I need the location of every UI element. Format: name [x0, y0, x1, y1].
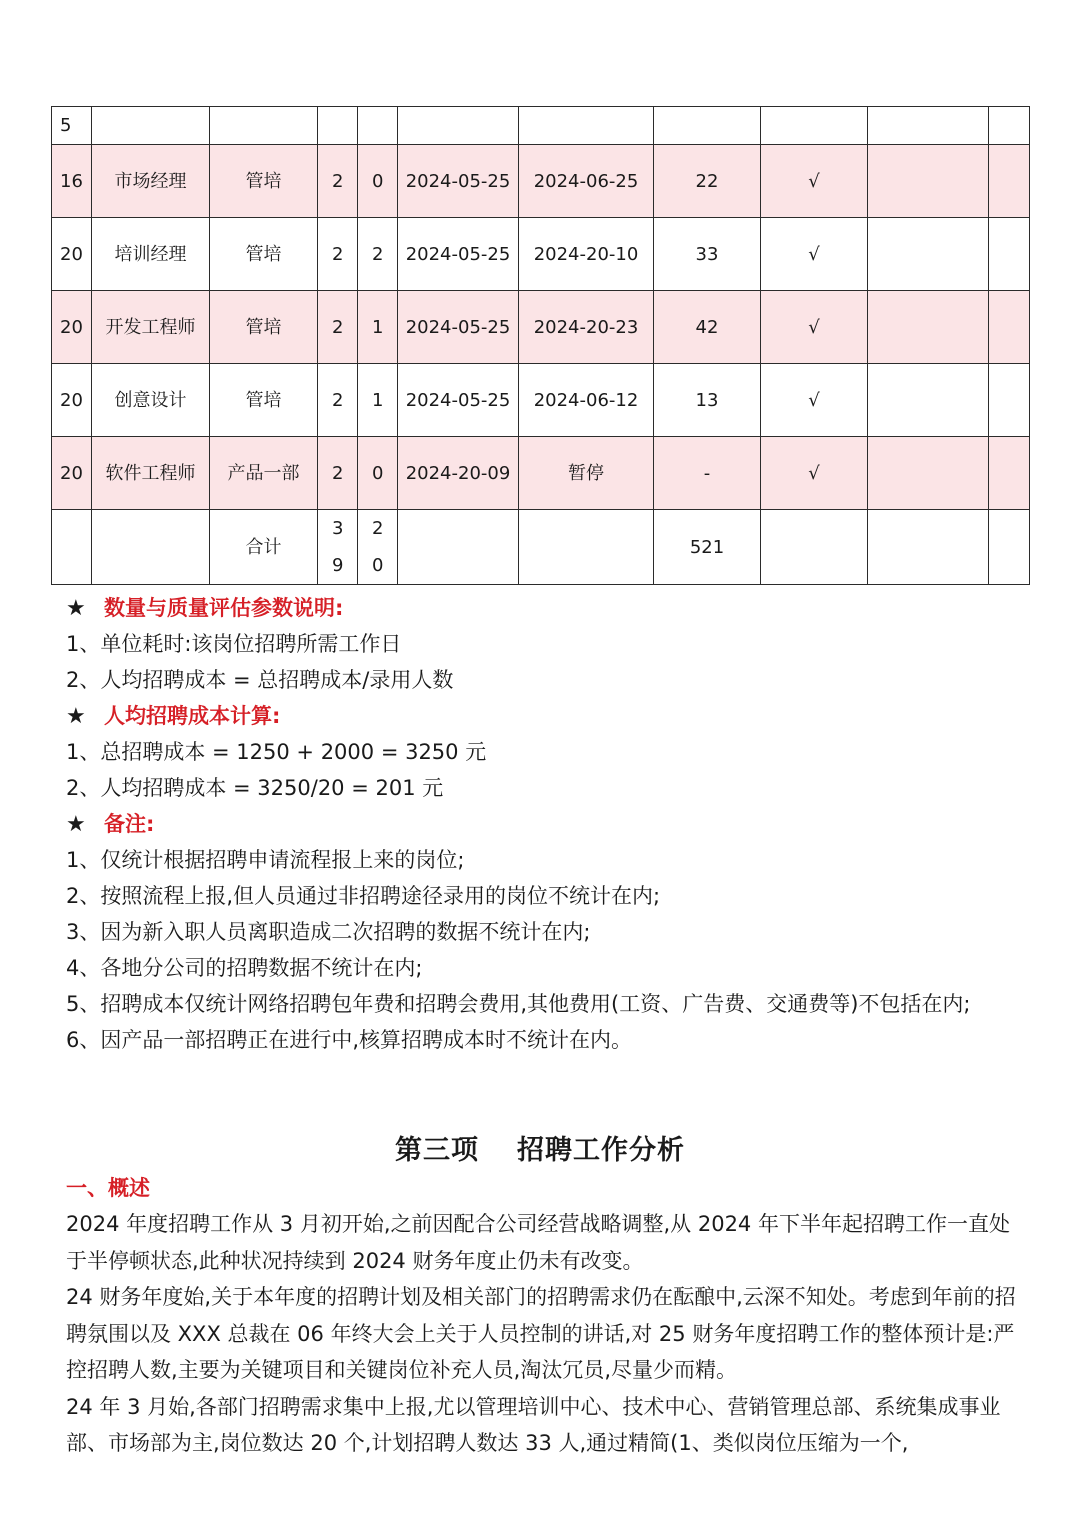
- start-date-cell: 2024-05-25: [398, 218, 519, 291]
- completed-check-cell: √: [761, 145, 868, 218]
- remark-item: 5、招聘成本仅统计网络招聘包年费和招聘会费用,其他费用(工资、广告费、交通费等)不包括在内;: [66, 992, 971, 1016]
- position-name-cell: 开发工程师: [92, 291, 210, 364]
- params-heading-line: [66, 590, 1026, 626]
- extra-col-2-cell: [989, 510, 1030, 585]
- department-cell: 产品一部: [210, 437, 318, 510]
- days-used-cell: 42: [654, 291, 761, 364]
- department-cell: 管培: [210, 291, 318, 364]
- calc-heading: 人均招聘成本计算:: [104, 704, 281, 728]
- section-title: [0, 1128, 1080, 1167]
- hired-count-cell: 20: [358, 510, 398, 585]
- planned-count-cell: [318, 107, 358, 145]
- param-item: 2、人均招聘成本 = 总招聘成本/录用人数: [66, 668, 454, 692]
- calc-heading-line: [66, 698, 1026, 734]
- completed-check-cell: √: [761, 437, 868, 510]
- extra-col-2-cell: [989, 107, 1030, 145]
- planned-count-cell: 2: [318, 145, 358, 218]
- star-icon: ★: [66, 704, 86, 729]
- overview-paragraph: 2024 年度招聘工作从 3 月初开始,之前因配合公司经营战略调整,从 2024 年下半年起招聘工作一直处于半停顿状态,此种状况持续到 2024 财务年度止仍未有改变。: [66, 1212, 1010, 1273]
- start-date-cell: 2024-05-25: [398, 145, 519, 218]
- table-row: [52, 145, 1030, 218]
- department-cell: 合计: [210, 510, 318, 585]
- extra-col-1-cell: [868, 145, 989, 218]
- planned-count-cell: 39: [318, 510, 358, 585]
- planned-count-cell: 2: [318, 364, 358, 437]
- table-row: [52, 364, 1030, 437]
- hired-count-cell: 1: [358, 364, 398, 437]
- days-used-cell: [654, 107, 761, 145]
- days-used-cell: 13: [654, 364, 761, 437]
- completed-check-cell: [761, 510, 868, 585]
- calc-item: 1、总招聘成本 = 1250 + 2000 = 3250 元: [66, 740, 487, 764]
- days-used-cell: 33: [654, 218, 761, 291]
- department-cell: 管培: [210, 364, 318, 437]
- completed-check-cell: √: [761, 364, 868, 437]
- days-used-cell: 22: [654, 145, 761, 218]
- completed-check-cell: [761, 107, 868, 145]
- calc-item: 2、人均招聘成本 = 3250/20 = 201 元: [66, 776, 444, 800]
- star-icon: ★: [66, 596, 86, 621]
- table-row: [52, 218, 1030, 291]
- notes-section: [66, 590, 1026, 1058]
- section-title-part2: 招聘工作分析: [517, 1135, 685, 1166]
- remark-item: 4、各地分公司的招聘数据不统计在内;: [66, 956, 423, 980]
- remark-item: 6、因产品一部招聘正在进行中,核算招聘成本时不统计在内。: [66, 1028, 633, 1052]
- end-date-cell: 2024-06-12: [519, 364, 654, 437]
- hired-count-cell: 0: [358, 437, 398, 510]
- position-name-cell: 市场经理: [92, 145, 210, 218]
- start-date-cell: [398, 107, 519, 145]
- row-number-cell: 5: [52, 107, 92, 145]
- days-used-cell: 521: [654, 510, 761, 585]
- row-number-cell: 20: [52, 364, 92, 437]
- remark-item: 2、按照流程上报,但人员通过非招聘途径录用的岗位不统计在内;: [66, 884, 661, 908]
- completed-check-cell: √: [761, 218, 868, 291]
- extra-col-2-cell: [989, 437, 1030, 510]
- hired-count-cell: [358, 107, 398, 145]
- extra-col-2-cell: [989, 364, 1030, 437]
- remark-heading-line: [66, 806, 1026, 842]
- position-name-cell: 培训经理: [92, 218, 210, 291]
- planned-count-cell: 2: [318, 218, 358, 291]
- extra-col-2-cell: [989, 218, 1030, 291]
- row-number-cell: 20: [52, 291, 92, 364]
- remark-item: 3、因为新入职人员离职造成二次招聘的数据不统计在内;: [66, 920, 591, 944]
- extra-col-2-cell: [989, 145, 1030, 218]
- row-number-cell: 20: [52, 437, 92, 510]
- days-used-cell: -: [654, 437, 761, 510]
- overview-paragraph: 24 财务年度始,关于本年度的招聘计划及相关部门的招聘需求仍在酝酿中,云深不知处。考虑到年前的招聘氛围以及 XXX 总裁在 06 年终大会上关于人员控制的讲话,对 25 财务年度招聘工作的整体预计是:严控招聘人数,主要为关键项目和关键岗位补充人员,淘汰冗员,尽量少而精。: [66, 1285, 1016, 1382]
- department-cell: 管培: [210, 145, 318, 218]
- planned-count-cell: 2: [318, 291, 358, 364]
- remark-item: 1、仅统计根据招聘申请流程报上来的岗位;: [66, 848, 465, 872]
- params-heading: 数量与质量评估参数说明:: [104, 596, 344, 620]
- table-row: [52, 107, 1030, 145]
- end-date-cell: 2024-06-25: [519, 145, 654, 218]
- hired-count-cell: 1: [358, 291, 398, 364]
- row-number-cell: 16: [52, 145, 92, 218]
- extra-col-2-cell: [989, 291, 1030, 364]
- extra-col-1-cell: [868, 218, 989, 291]
- position-name-cell: 创意设计: [92, 364, 210, 437]
- table-row: [52, 510, 1030, 585]
- overview-section: [66, 1170, 1016, 1462]
- end-date-cell: 暂停: [519, 437, 654, 510]
- end-date-cell: 2024-20-23: [519, 291, 654, 364]
- end-date-cell: [519, 107, 654, 145]
- start-date-cell: 2024-05-25: [398, 364, 519, 437]
- overview-paragraph: 24 年 3 月始,各部门招聘需求集中上报,尤以管理培训中心、技术中心、营销管理总部、系统集成事业部、市场部为主,岗位数达 20 个,计划招聘人数达 33 人,通过精简(1、类似岗位压缩为一个,: [66, 1394, 1001, 1455]
- position-name-cell: [92, 510, 210, 585]
- start-date-cell: [398, 510, 519, 585]
- planned-count-cell: 2: [318, 437, 358, 510]
- completed-check-cell: √: [761, 291, 868, 364]
- extra-col-1-cell: [868, 510, 989, 585]
- position-name-cell: [92, 107, 210, 145]
- recruitment-table: [51, 106, 1030, 585]
- extra-col-1-cell: [868, 107, 989, 145]
- position-name-cell: 软件工程师: [92, 437, 210, 510]
- start-date-cell: 2024-20-09: [398, 437, 519, 510]
- extra-col-1-cell: [868, 291, 989, 364]
- end-date-cell: 2024-20-10: [519, 218, 654, 291]
- table-row: [52, 291, 1030, 364]
- section-title-part1: 第三项: [395, 1135, 479, 1166]
- extra-col-1-cell: [868, 364, 989, 437]
- param-item: 1、单位耗时:该岗位招聘所需工作日: [66, 632, 402, 656]
- recruitment-table-section: [51, 106, 1029, 585]
- hired-count-cell: 0: [358, 145, 398, 218]
- start-date-cell: 2024-05-25: [398, 291, 519, 364]
- row-number-cell: [52, 510, 92, 585]
- remark-heading: 备注:: [104, 812, 155, 836]
- department-cell: 管培: [210, 218, 318, 291]
- end-date-cell: [519, 510, 654, 585]
- star-icon: ★: [66, 812, 86, 837]
- overview-heading: 一、概述: [66, 1176, 150, 1200]
- table-row: [52, 437, 1030, 510]
- extra-col-1-cell: [868, 437, 989, 510]
- department-cell: [210, 107, 318, 145]
- row-number-cell: 20: [52, 218, 92, 291]
- hired-count-cell: 2: [358, 218, 398, 291]
